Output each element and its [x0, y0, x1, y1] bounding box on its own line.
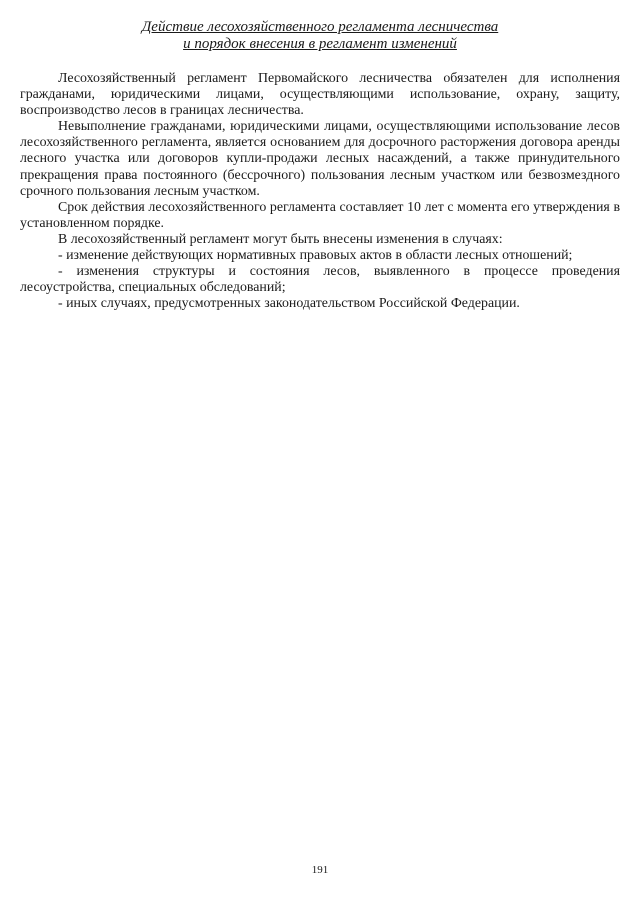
list-item-legal-acts-change: - изменение действующих нормативных правовых актов в области лесных отношений; [58, 248, 573, 264]
paragraph-validity-term: Срок действия лесохозяйственного регламента составляет 10 лет с момента его утверждения в установленном порядке. [20, 199, 620, 231]
paragraph-non-compliance: Невыполнение гражданами, юридическими лицами, осуществляющими использование лесов лесохозяйственного регламента, является основанием для досрочного расторжения договора аренды лесного участка или договоров купли-продажи лесных насаждений, а также принудительного прекращения права постоянного (бессрочного) пользования лесным участком или безвозмездного срочного пользования лесным участком. [20, 119, 620, 199]
body-text [20, 71, 620, 312]
page-number: 191 [311, 864, 329, 876]
paragraph-regulation-binding: Лесохозяйственный регламент Первомайского лесничества обязателен для исполнения гражданами, юридическими лицами, осуществляющими использование, охрану, защиту, воспроизводство лесов в границах лесничества. [20, 71, 620, 119]
list-item-other-cases: - иных случаях, предусмотренных законодательством Российской Федерации. [58, 296, 520, 312]
section-heading [40, 19, 600, 53]
heading-line-1: Действие лесохозяйственного регламента лесничества [141, 19, 499, 35]
heading-line-2: и порядок внесения в регламент изменений [183, 36, 457, 52]
list-item-forest-structure-change: - изменения структуры и состояния лесов, выявленного в процессе проведения лесоустройства, специальных обследований; [20, 264, 620, 296]
paragraph-amendment-cases-intro: В лесохозяйственный регламент могут быть внесены изменения в случаях: [58, 231, 503, 247]
